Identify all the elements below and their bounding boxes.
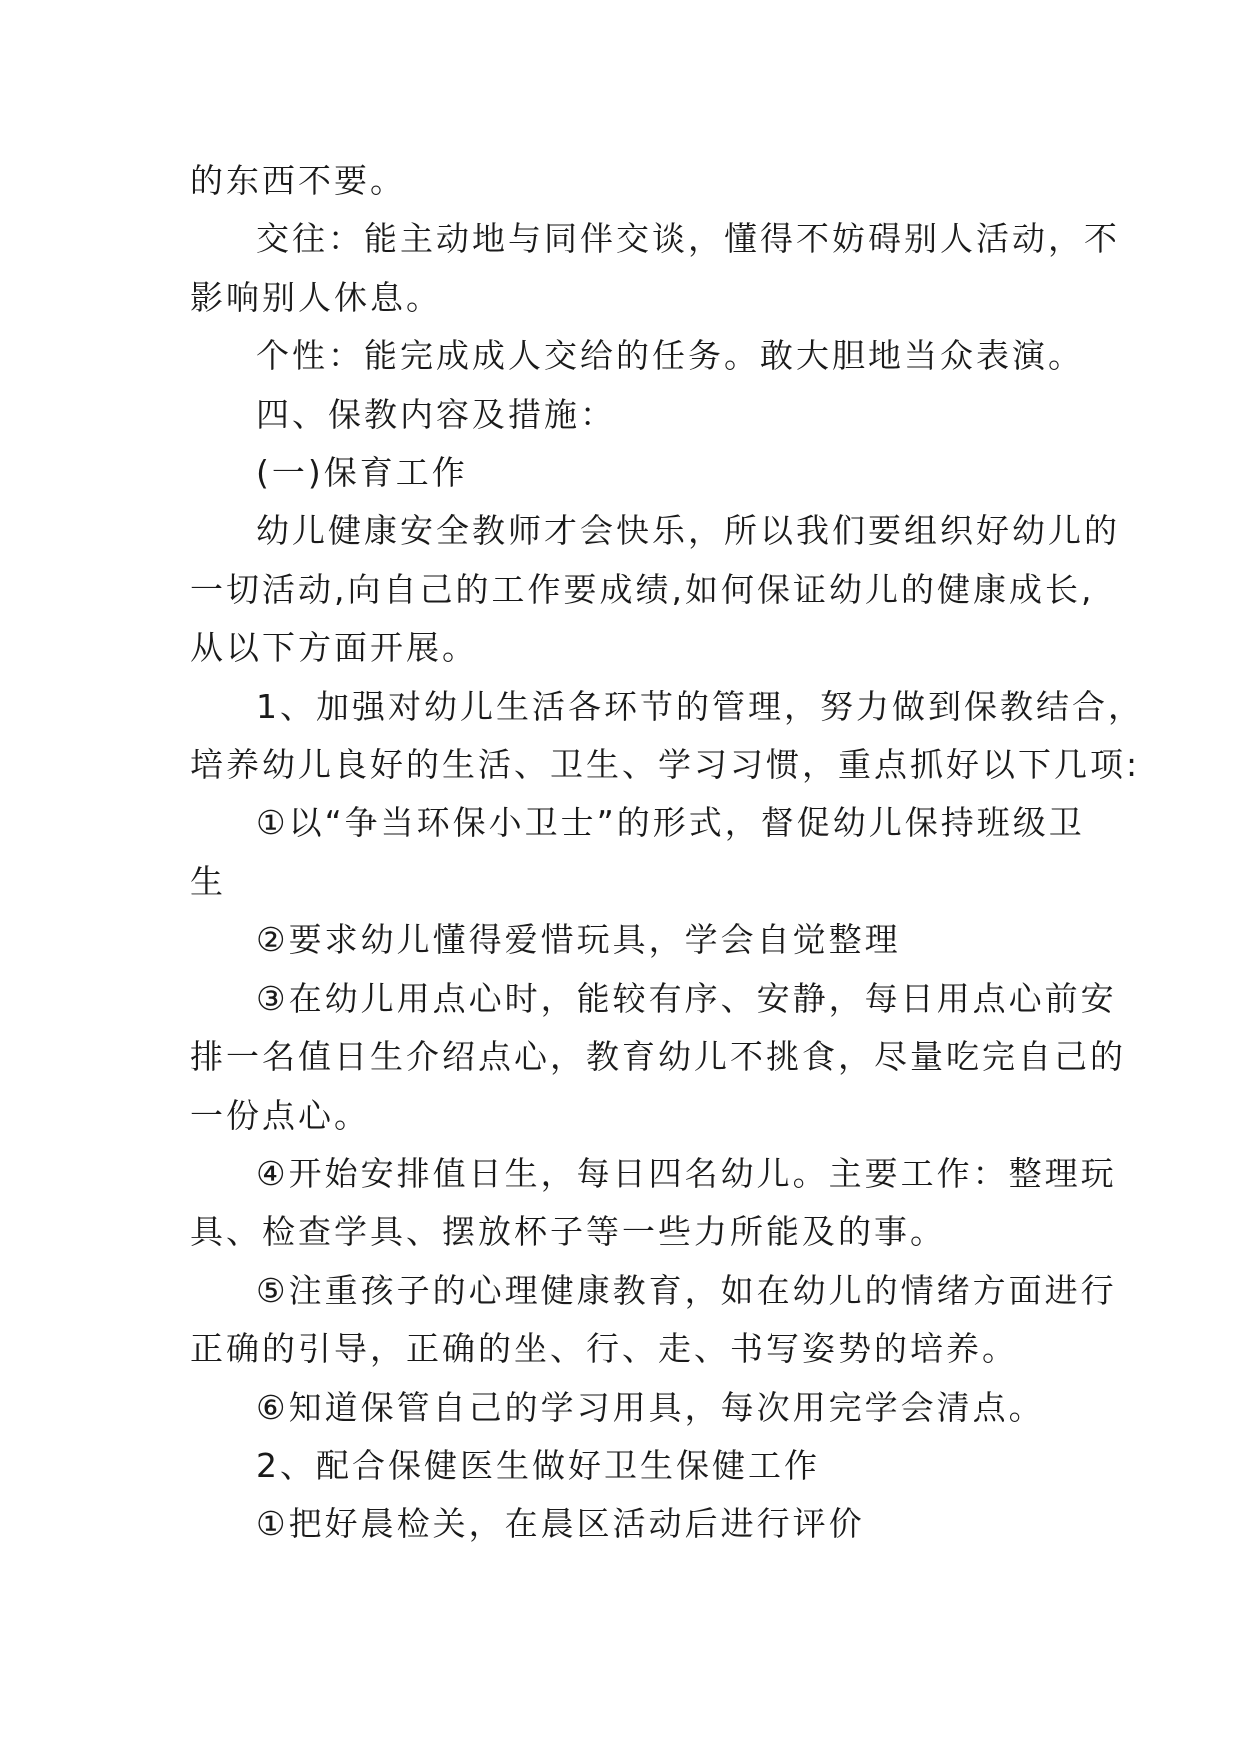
text-line-13: 生 xyxy=(190,861,226,901)
text-line-16: 排一名值日生介绍点心，教育幼儿不挑食，尽量吃完自己的 xyxy=(190,1037,1126,1077)
circled-item-1: ①以“争当环保小卫士”的形式，督促幼儿保持班级卫 xyxy=(256,803,1085,843)
text-line-9: 从以下方面开展。 xyxy=(190,628,478,668)
circled-item-3: ③在幼儿用点心时，能较有序、安静，每日用点心前安 xyxy=(256,978,1117,1018)
circled-item-1b: ①把好晨检关，在晨区活动后进行评价 xyxy=(256,1504,865,1544)
text-line-4: 个性：能完成成人交给的任务。敢大胆地当众表演。 xyxy=(256,336,1084,376)
text-line-1: 的东西不要。 xyxy=(190,161,406,200)
section-heading: 四、保教内容及措施： xyxy=(256,394,616,434)
text-line-2: 交往：能主动地与同伴交谈，懂得不妨碍别人活动，不 xyxy=(256,219,1120,259)
subsection-heading: (一)保育工作 xyxy=(256,453,468,493)
text-line-7: 幼儿健康安全教师才会快乐，所以我们要组织好幼儿的 xyxy=(256,511,1120,551)
numbered-item-2: 2、配合保健医生做好卫生保健工作 xyxy=(256,1445,820,1485)
circled-item-5: ⑤注重孩子的心理健康教育，如在幼儿的情绪方面进行 xyxy=(256,1270,1117,1310)
document-body xyxy=(190,152,1144,1554)
numbered-item-1: 1、加强对幼儿生活各环节的管理，努力做到保教结合， xyxy=(256,686,1144,726)
text-line-3: 影响别人休息。 xyxy=(190,277,442,317)
text-line-21: 正确的引导，正确的坐、行、走、书写姿势的培养。 xyxy=(190,1329,1018,1369)
circled-item-2: ②要求幼儿懂得爱惜玩具，学会自觉整理 xyxy=(256,920,901,960)
circled-item-6: ⑥知道保管自己的学习用具，每次用完学会清点。 xyxy=(256,1387,1045,1427)
circled-item-4: ④开始安排值日生，每日四名幼儿。主要工作：整理玩 xyxy=(256,1153,1117,1193)
text-line-19: 具、检查学具、摆放杯子等一些力所能及的事。 xyxy=(190,1212,946,1252)
text-line-11: 培养幼儿良好的生活、卫生、学习习惯，重点抓好以下几项: xyxy=(190,745,1141,785)
text-line-17: 一份点心。 xyxy=(190,1095,370,1135)
text-line-8: 一切活动,向自己的工作要成绩,如何保证幼儿的健康成长, xyxy=(190,569,1095,609)
